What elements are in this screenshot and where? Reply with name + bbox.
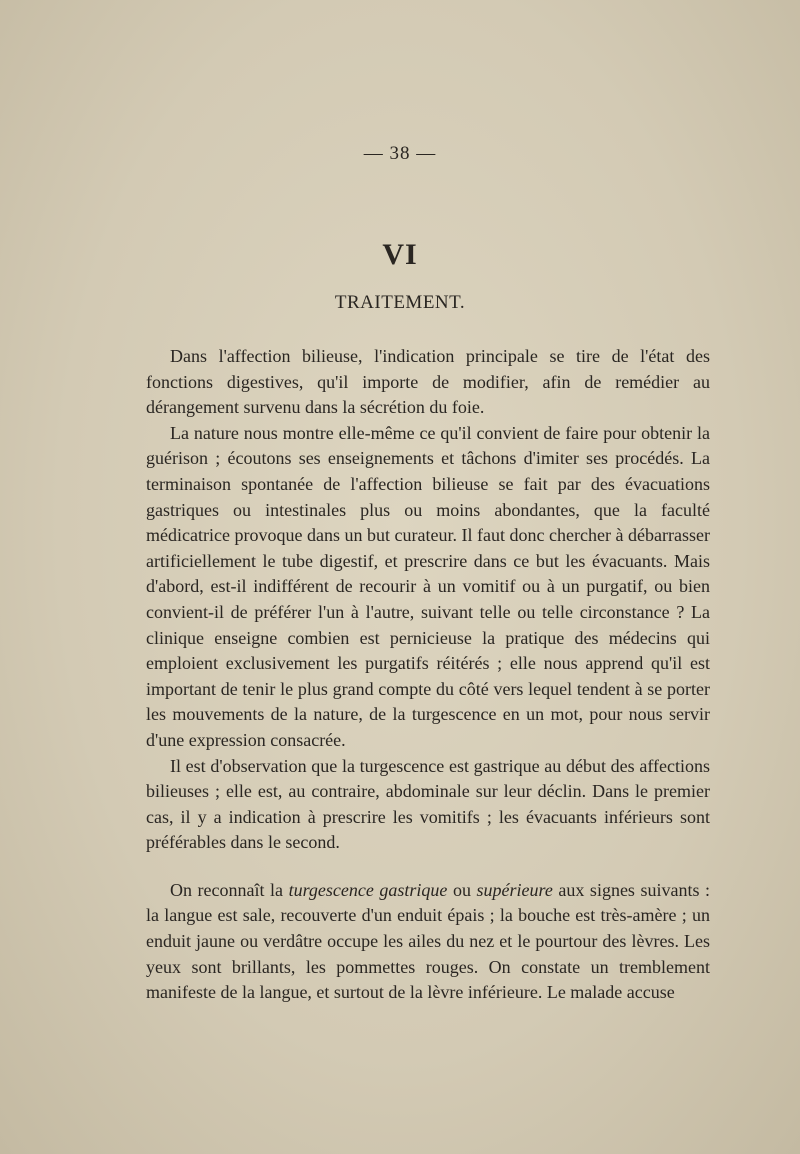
- paragraph: La nature nous montre elle-même ce qu'il convient de faire pour obtenir la guérison ; écoutons ses enseignements et tâchons d'imiter ses procédés. La terminaison spontanée de l'affection bilieuse se fait par des évacuations gastriques ou intestinales plus ou moins abondantes, que la faculté médicatrice provoque dans un but curateur. Il faut donc chercher à débarrasser artificiellement le tube digestif, et prescrire dans ce but les évacuants. Mais d'abord, est-il indifférent de recourir à un vomitif ou à un purgatif, ou bien convient-il de préférer l'un à l'autre, suivant telle ou telle circonstance ? La clinique enseigne combien est pernicieuse la pratique des médecins qui emploient exclusivement les purgatifs réitérés ; elle nous apprend qu'il est important de tenir le plus grand compte du côté vers lequel tendent à se porter les mouvements de la nature, de la turgescence en un mot, pour nous servir d'une expression consacrée.: [146, 422, 710, 750]
- italic-term: supérieure: [476, 879, 553, 900]
- italic-term: turgescence gastrique: [288, 879, 448, 900]
- page-number: — 38 —: [363, 143, 437, 164]
- text-run: On reconnaît la: [170, 879, 289, 900]
- paragraph: Il est d'observation que la turgescence est gastrique au début des affections bilieuses ; elle est, au contraire, abdominale sur leur déclin. Dans le premier cas, il y a indication à prescrire les vomitifs ; les évacuants inférieurs sont préférables dans le second.: [146, 755, 710, 853]
- text-run: aux signes suivants : la langue est sale, recouverte d'un enduit épais ; la bouche est très-amère ; un enduit jaune ou verdâtre occupe les ailes du nez et le pourtour des lèvres. Les yeux sont brillants, les pommettes rouges. On constate un tremblement manifeste de la langue, et surtout de la lèvre inférieure. Le malade accuse: [146, 879, 711, 1003]
- paragraph: Dans l'affection bilieuse, l'indication principale se tire de l'état des fonctions digestives, qu'il importe de modifier, afin de remédier au dérangement survenu dans la sécrétion du foie.: [146, 346, 710, 418]
- chapter-title: TRAITEMENT.: [334, 292, 466, 313]
- body-text: [146, 344, 710, 1006]
- text-run: ou: [447, 879, 477, 900]
- paragraph-last: [146, 878, 710, 1006]
- chapter-number: VI: [382, 238, 418, 271]
